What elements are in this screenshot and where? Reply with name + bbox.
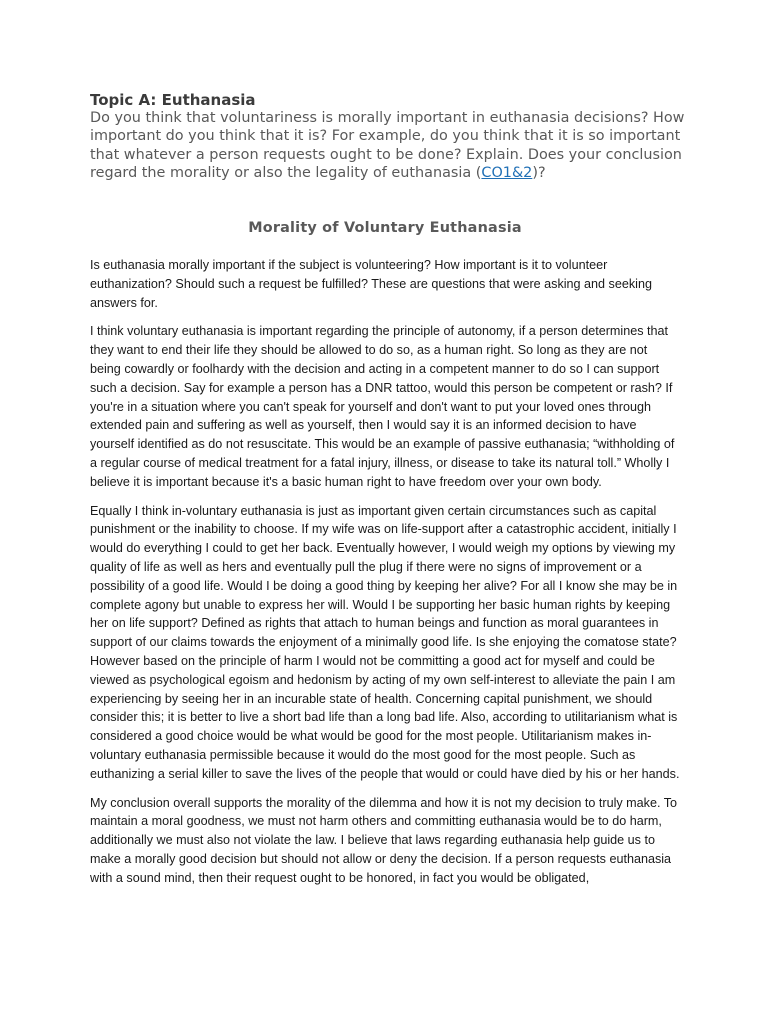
topic-title: Topic A: Euthanasia [90,91,256,109]
essay-body [90,256,680,898]
paragraph-conclusion: My conclusion overall supports the morality of the dilemma and how it is not my decision to truly make. To maintain a moral goodness, we must not harm others and committing euthanasia would be to do harm, additionally we must also not violate the law. I believe that laws regarding euthanasia help guide us to make a morally good decision but should not allow or deny the decision. If a person requests euthanasia with a sound mind, then their request ought to be honored, in fact you would be obligated, [90,795,678,885]
question-text-end: )? [532,165,546,182]
assignment-question [90,109,690,183]
course-outcome-link[interactable]: CO1&2 [481,165,533,182]
paragraph-voluntary: I think voluntary euthanasia is important regarding the principle of autonomy, if a person determines that they want to end their life they should be allowed to do so, as a human right. So long as they are not being cowardly or foolhardy with the decision and acting in a competent manner to do so I can support such a decision. Say for example a person has a DNR tattoo, would this person be competent or rash? If you're in a situation where you can't speak for yourself and don't want to put your loved ones through extended pain and suffering as well as yourself, then I would say it is an informed decision to have yourself identified as do not resuscitate. This would be an example of passive euthanasia; “withholding of a regular course of medical treatment for a fatal injury, illness, or disease to take its natural toll.” Wholly I believe it is important because it's a basic human right to have freedom over your own body. [90,324,675,489]
essay-title: Morality of Voluntary Euthanasia [248,220,522,236]
paragraph-intro: Is euthanasia morally important if the subject is volunteering? How important is it to volunteer euthanization? Should such a request be fulfilled? These are questions that were asking and seeking answers for. [90,258,652,310]
question-text: Do you think that voluntariness is morally important in euthanasia decisions? How important do you think that it is? For example, do you think that it is so important that whatever a person requests ought to be done? Explain. Does your conclusion regard the morality or also the legality of euthanasia ( [90,110,685,182]
paragraph-involuntary: Equally I think in-voluntary euthanasia is just as important given certain circumstances such as capital punishment or the inability to choose. If my wife was on life-support after a catastrophic accident, initially I would do everything I could to get her back. Eventually however, I would weigh my options by viewing my quality of life as well as hers and eventually pull the plug if there were no signs of improvement or a possibility of a good life. Would I be doing a good thing by keeping her alive? For all I know she may be in complete agony but unable to express her will. Would I be supporting her basic human rights by keeping her on life support? Defined as rights that attach to human beings and function as moral guarantees in support of our claims towards the enjoyment of a minimally good life. Is she enjoying the comatose state? However based on the principle of harm I would not be committing a good act for myself and could be viewed as psychological egoism and hedonism by acting of my own self-interest to alleviate the pain I am experiencing by seeing her in an incurable state of health. Concerning capital punishment, we should consider this; it is better to live a short bad life than a long bad life. Also, according to utilitarianism what is considered a good choice would be what would be good for the most people. Utilitarianism makes in-voluntary euthanasia permissible because it would do the most good for the most people. Such as euthanizing a serial killer to save the lives of the people that would or could have died by his or her hands. [90,503,680,781]
